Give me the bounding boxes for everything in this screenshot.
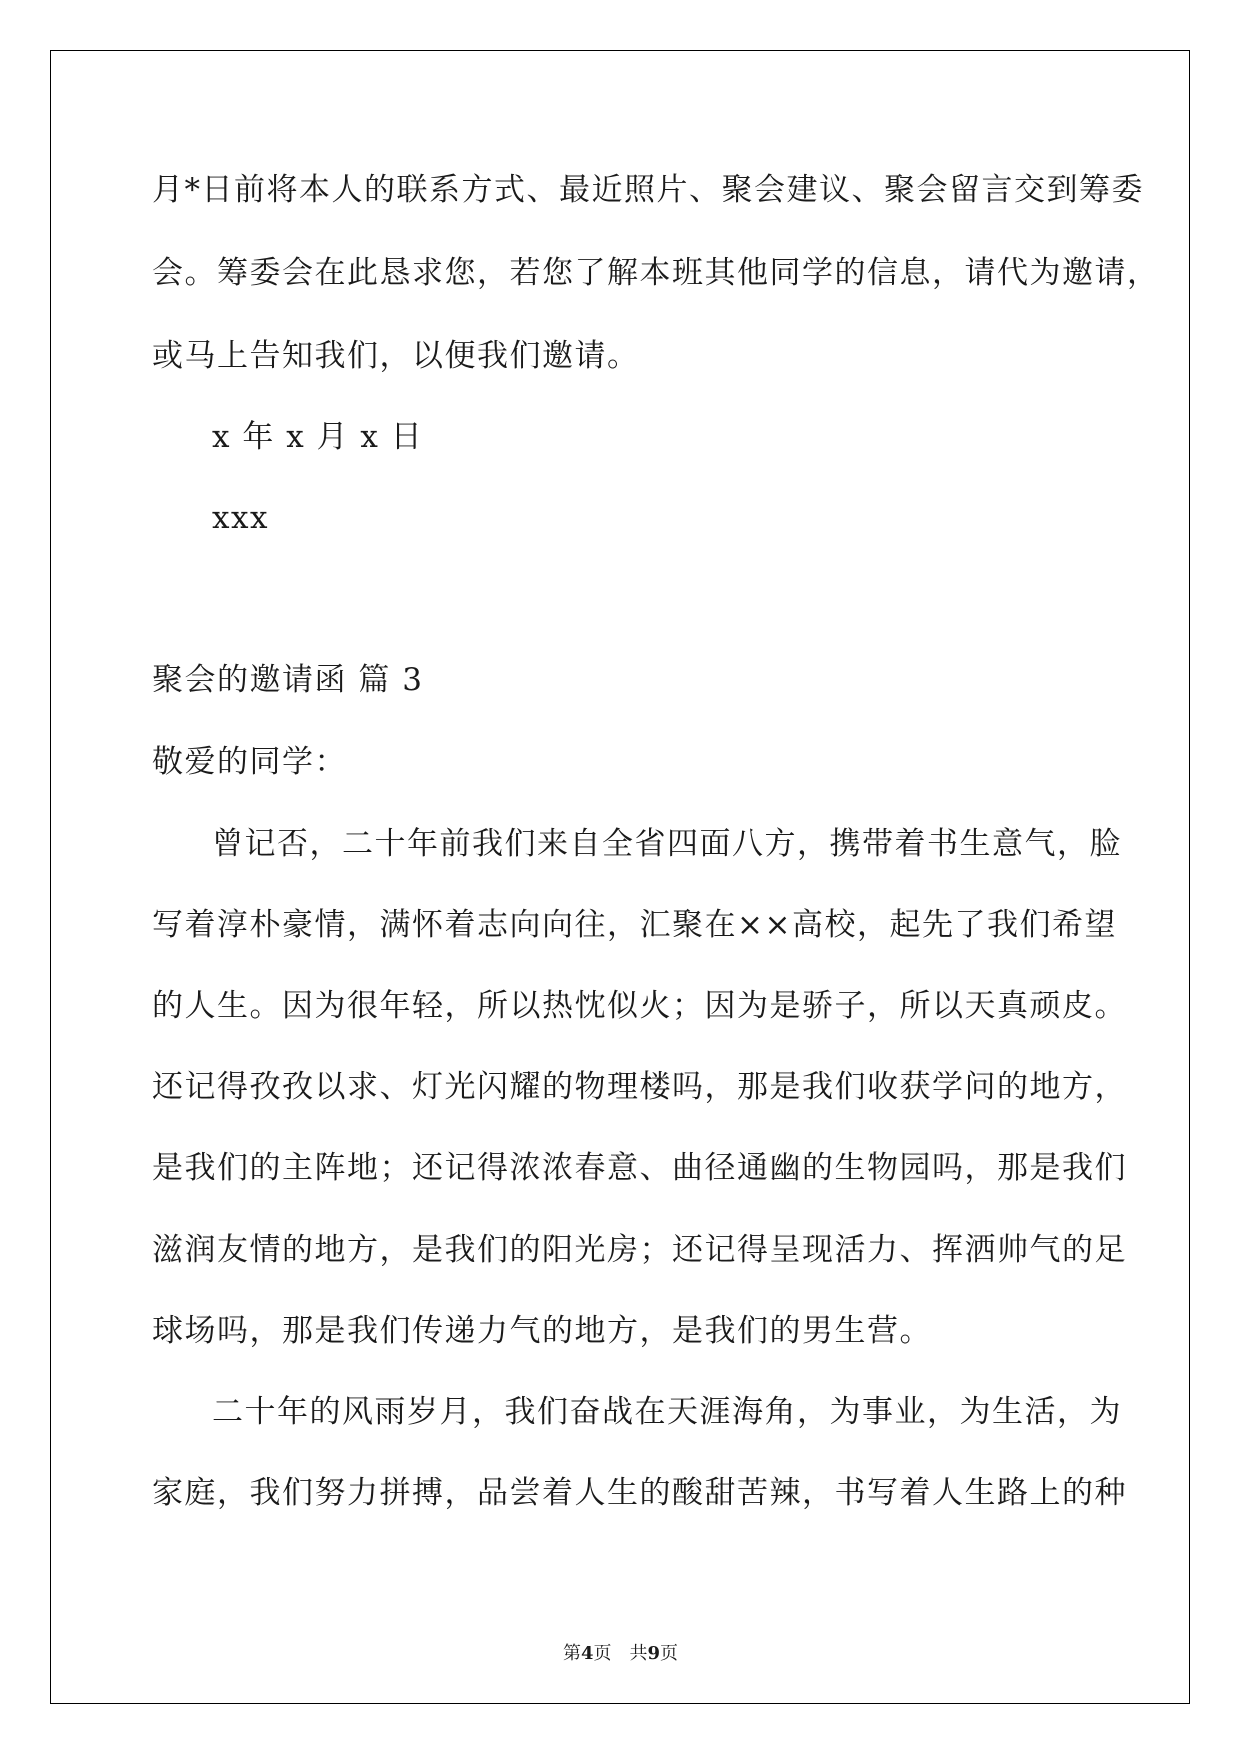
paragraph-line: 写着淳朴豪情，满怀着志向向往，汇聚在××高校，起先了我们希望	[152, 907, 1117, 943]
paragraph-line: 球场吗，那是我们传递力气的地方，是我们的男生营。	[152, 1313, 932, 1349]
footer-page-number: 4	[580, 1643, 594, 1664]
paragraph-line: 曾记否，二十年前我们来自全省四面八方，携带着书生意气，脸	[212, 826, 1122, 862]
paragraph-line: 家庭，我们努力拼搏，品尝着人生的酸甜苦辣，书写着人生路上的种	[152, 1475, 1127, 1511]
date-line: x 年 x 月 x 日	[212, 419, 424, 455]
paragraph-line: 还记得孜孜以求、灯光闪耀的物理楼吗，那是我们收获学问的地方，	[152, 1069, 1127, 1105]
footer-prefix: 第	[562, 1643, 581, 1664]
signature: xxx	[212, 500, 269, 536]
footer-middle: 页 共	[593, 1643, 648, 1664]
page-footer	[0, 1642, 1241, 1666]
page-border	[50, 50, 1190, 1704]
text-line: 月*日前将本人的联系方式、最近照片、聚会建议、聚会留言交到筹委	[152, 172, 1144, 208]
paragraph-line: 滋润友情的地方，是我们的阳光房；还记得呈现活力、挥洒帅气的足	[152, 1232, 1127, 1268]
paragraph-line: 二十年的风雨岁月，我们奋战在天涯海角，为事业，为生活，为	[212, 1394, 1122, 1430]
footer-total-pages: 9	[647, 1643, 661, 1664]
paragraph-line: 是我们的主阵地；还记得浓浓春意、曲径通幽的生物园吗，那是我们	[152, 1150, 1127, 1186]
paragraph-line: 的人生。因为很年轻，所以热忱似火；因为是骄子，所以天真顽皮。	[152, 988, 1127, 1024]
text-line: 会。筹委会在此恳求您，若您了解本班其他同学的信息，请代为邀请，	[152, 255, 1160, 291]
greeting: 敬爱的同学：	[152, 744, 347, 780]
section-title: 聚会的邀请函 篇 3	[152, 662, 424, 698]
footer-suffix: 页	[660, 1643, 679, 1664]
text-line: 或马上告知我们，以便我们邀请。	[152, 338, 640, 374]
